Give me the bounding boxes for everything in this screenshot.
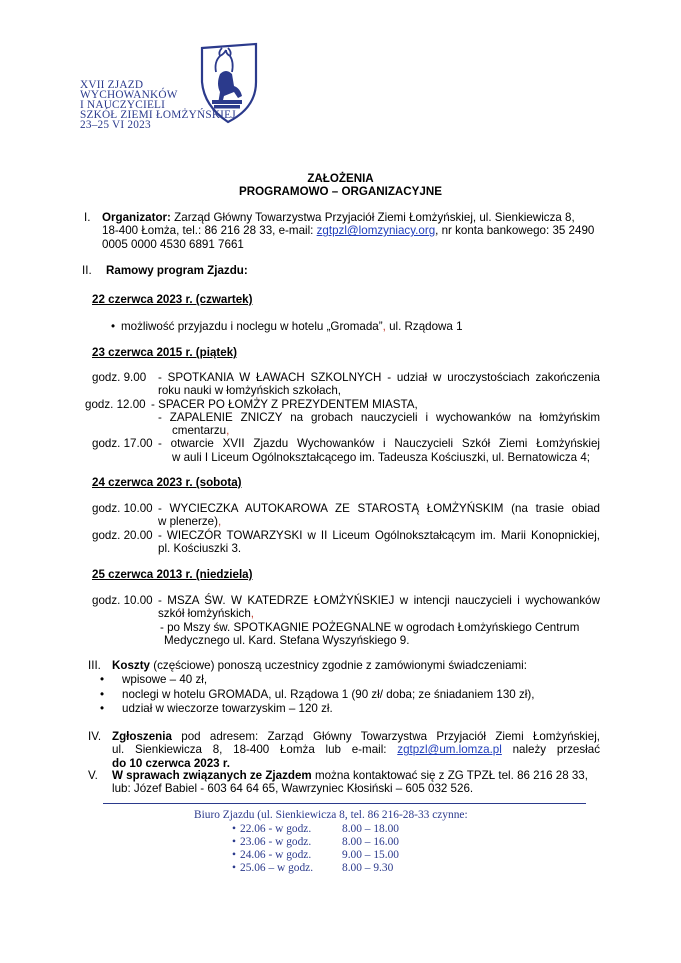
section-1: [84, 211, 604, 251]
event-time: godz. 10.00: [92, 502, 153, 515]
day-1-item-text: możliwość przyjazdu i noclegu w hotelu „Gromada”: [121, 320, 383, 333]
submissions-deadline: do 10 czerwca 2023 r.: [112, 756, 230, 770]
event-time: godz. 17.00: [92, 437, 153, 451]
event-time: godz. 9.00: [92, 371, 147, 384]
event-row: [92, 371, 600, 384]
red-comma: ,: [217, 515, 222, 529]
section-number: III.: [88, 659, 101, 672]
section-number: V.: [88, 769, 98, 782]
section-1-line-2: [84, 224, 604, 237]
event-time: godz. 10.00: [92, 594, 153, 607]
bullet: •: [100, 673, 105, 686]
logo-line-5: 23–25 VI 2023: [80, 119, 151, 131]
organizer-label: Organizator:: [102, 211, 171, 224]
day-3-events: [92, 502, 600, 555]
organizer-text-2: 18-400 Łomża, tel.: 86 216 28 33, e-mail:: [102, 224, 317, 238]
red-comma: ,: [250, 607, 255, 621]
page-title: ZAŁOŻENIA: [307, 172, 374, 185]
hours-row: [232, 862, 472, 875]
contact-label: W sprawach związanych ze Zjazdem: [112, 769, 312, 782]
day-1-item: [111, 320, 463, 333]
event-text: - SPOTKANIA W ŁAWACH SZKOLNYCH - udział w uroczystościach zakończenia: [158, 371, 600, 384]
hours-range: 8.00 – 9.30: [342, 862, 394, 874]
section-number: IV.: [88, 730, 102, 743]
hours-range: 8.00 – 16.00: [342, 836, 399, 848]
event-row: [92, 594, 600, 607]
hours-day: 25.06 – w godz.: [240, 862, 314, 874]
day-2-events: [85, 371, 600, 464]
page-subtitle: PROGRAMOWO – ORGANIZACYJNE: [239, 185, 442, 198]
day-1-item-text-2: ul. Rządowa 1: [385, 320, 463, 333]
section-number: I.: [84, 211, 91, 224]
cost-item-text: noclegi w hotelu GROMADA, ul. Rządowa 1 (90 zł/ doba; ze śniadaniem 130 zł),: [122, 687, 535, 701]
hours-row: [232, 849, 472, 862]
organizer-email-link[interactable]: zgtpzl@lomzyniacy.org: [316, 224, 436, 238]
costs-label: Koszty: [112, 659, 151, 672]
logo-line-4: SZKÓŁ ZIEMI ŁOMŻYŃSKIEJ: [80, 109, 236, 121]
section-4-line-2: [88, 743, 600, 756]
section-4: [88, 730, 600, 770]
hours-day: 23.06 - w godz.: [240, 836, 312, 848]
event-text: - SPACER PO ŁOMŻY Z PREZYDENTEM MIASTA,: [151, 397, 418, 411]
section-3-line: [88, 659, 608, 672]
organizer-text-3: , nr konta bankowego: 35 2490: [435, 224, 595, 238]
bullet: •: [100, 687, 105, 701]
event-text-cont: pl. Kościuszki 3.: [158, 541, 242, 555]
day-3-heading: 24 czerwca 2023 r. (sobota): [92, 476, 242, 489]
event-text: - po Mszy św. SPOTKAGNIE POŻEGNALNE w ogrodach Łomżyńskiego Centrum: [160, 620, 580, 634]
hours-range: 9.00 – 15.00: [342, 849, 399, 861]
event-row: [92, 502, 600, 515]
event-text-cont-a: cmentarzu: [172, 424, 227, 438]
day-2-heading: 23 czerwca 2015 r. (piątek): [92, 346, 238, 359]
bullet: •: [232, 849, 236, 861]
bullet: •: [232, 862, 236, 874]
event-row: [92, 437, 600, 450]
hours-row: [232, 836, 472, 849]
cost-item-text: udział w wieczorze towarzyskim – 120 zł.: [122, 702, 333, 715]
red-comma: ,: [226, 424, 230, 438]
hours-day: 22.06 - w godz.: [240, 823, 312, 835]
logo-line-2: WYCHOWANKÓW: [80, 89, 178, 101]
section-3: [88, 659, 608, 672]
footer-divider: [103, 803, 586, 804]
event-text-cont: w auli I Liceum Ogólnokształcącego im. Tadeusza Kościuszki, ul. Bernatowicza 4;: [172, 450, 591, 464]
section-5-line-2: lub: Józef Babiel - 603 64 64 65, Wawrzyniec Kłosiński – 605 032 526.: [112, 782, 474, 796]
event-text-cont: roku nauki w łomżyńskich szkołach,: [158, 384, 341, 398]
event-text-cont: [92, 607, 600, 620]
logo: [80, 40, 270, 140]
list-item: [100, 702, 600, 717]
program-label: Ramowy program Zjazdu:: [106, 264, 248, 277]
logo-line-3: I NAUCZYCIELI: [80, 99, 166, 111]
bullet: •: [100, 702, 105, 715]
day-4-events: [92, 594, 600, 647]
hours-range: 8.00 – 18.00: [342, 823, 399, 835]
section-4-text: [112, 730, 600, 743]
bullet: •: [232, 836, 236, 848]
costs-text: (częściowe) ponoszą uczestnicy zgodnie z zamówionymi świadczeniami:: [150, 659, 527, 672]
event-text-cont-a: szkół łomżyńskich: [158, 607, 251, 621]
event-text: - WYCIECZKA AUTOKAROWA ZE STAROSTĄ ŁOMŻYŃSKIM (na trasie obiad: [158, 502, 600, 515]
logo-line-1: XVII ZJAZD: [80, 79, 144, 91]
section-number: II.: [82, 264, 92, 277]
bullet: •: [232, 823, 236, 835]
event-text: - otwarcie XVII Zjazdu Wychowanków i Nauczycieli Szkół Ziemi Łomżyńskiej: [158, 437, 600, 451]
day-4-heading: 25 czerwca 2013 r. (niedziela): [92, 568, 253, 581]
event-text: - MSZA ŚW. W KATEDRZE ŁOMŻYŃSKIEJ w intencji nauczycieli i wychowanków: [158, 594, 600, 607]
footer-header: Biuro Zjazdu (ul. Sienkiewicza 8, tel. 86 216-28-33 czynne:: [194, 809, 468, 821]
event-row: [92, 529, 600, 542]
submissions-email-link[interactable]: zgtpzl@um.lomza.pl: [397, 743, 502, 757]
hours-day: 24.06 - w godz.: [240, 849, 312, 861]
event-row: [85, 397, 600, 411]
costs-list: [100, 673, 600, 717]
section-5-line-1: [88, 769, 600, 782]
submissions-text-2: ul. Sienkiewicza 8, 18-400 Łomża lub e-mail:: [112, 743, 398, 757]
organizer-text: Zarząd Główny Towarzystwa Przyjaciół Ziemi Łomżyńskiej, ul. Sienkiewicza 8,: [170, 211, 575, 224]
submissions-text: pod adresem: Zarząd Główny Towarzystwa Przyjaciół Ziemi Łomżyńskiej,: [171, 730, 600, 743]
red-comma: ,: [382, 320, 386, 333]
footer-hours: [232, 823, 472, 875]
event-text: - WIECZÓR TOWARZYSKI w II Liceum Ogólnokształcącym im. Marii Konopnickiej,: [158, 528, 600, 542]
section-1-line-3: 0005 0000 4530 6891 7661: [102, 237, 244, 251]
bullet: •: [111, 320, 116, 333]
event-time: godz. 12.00: [85, 397, 146, 411]
event-text: - ZAPALENIE ZNICZY na grobach nauczycieli i wychowanków na łomżyńskim: [158, 410, 600, 424]
event-time: godz. 20.00: [92, 528, 153, 542]
section-4-line-1: [88, 730, 600, 743]
event-text-cont: [92, 515, 600, 528]
event-text-cont: [92, 424, 600, 437]
hours-row: [232, 823, 472, 836]
section-2: [82, 264, 248, 277]
contact-text: można kontaktować się z ZG TPZŁ tel. 86 216 28 33,: [311, 769, 588, 782]
list-item: [100, 688, 600, 703]
submissions-label: Zgłoszenia: [112, 730, 172, 743]
section-1-line-1: [84, 211, 604, 224]
submissions-text-3: należy przesłać: [501, 743, 600, 757]
section-5: [88, 769, 600, 796]
event-text-cont-a: w plenerze): [158, 515, 218, 529]
cost-item-text: wpisowe – 40 zł,: [122, 673, 208, 686]
list-item: [100, 673, 600, 688]
day-1-heading: 22 czerwca 2023 r. (czwartek): [92, 293, 253, 306]
event-text-cont: Medycznego ul. Kard. Stefana Wyszyńskiego 9.: [164, 633, 410, 647]
section-5-text: [112, 769, 600, 782]
